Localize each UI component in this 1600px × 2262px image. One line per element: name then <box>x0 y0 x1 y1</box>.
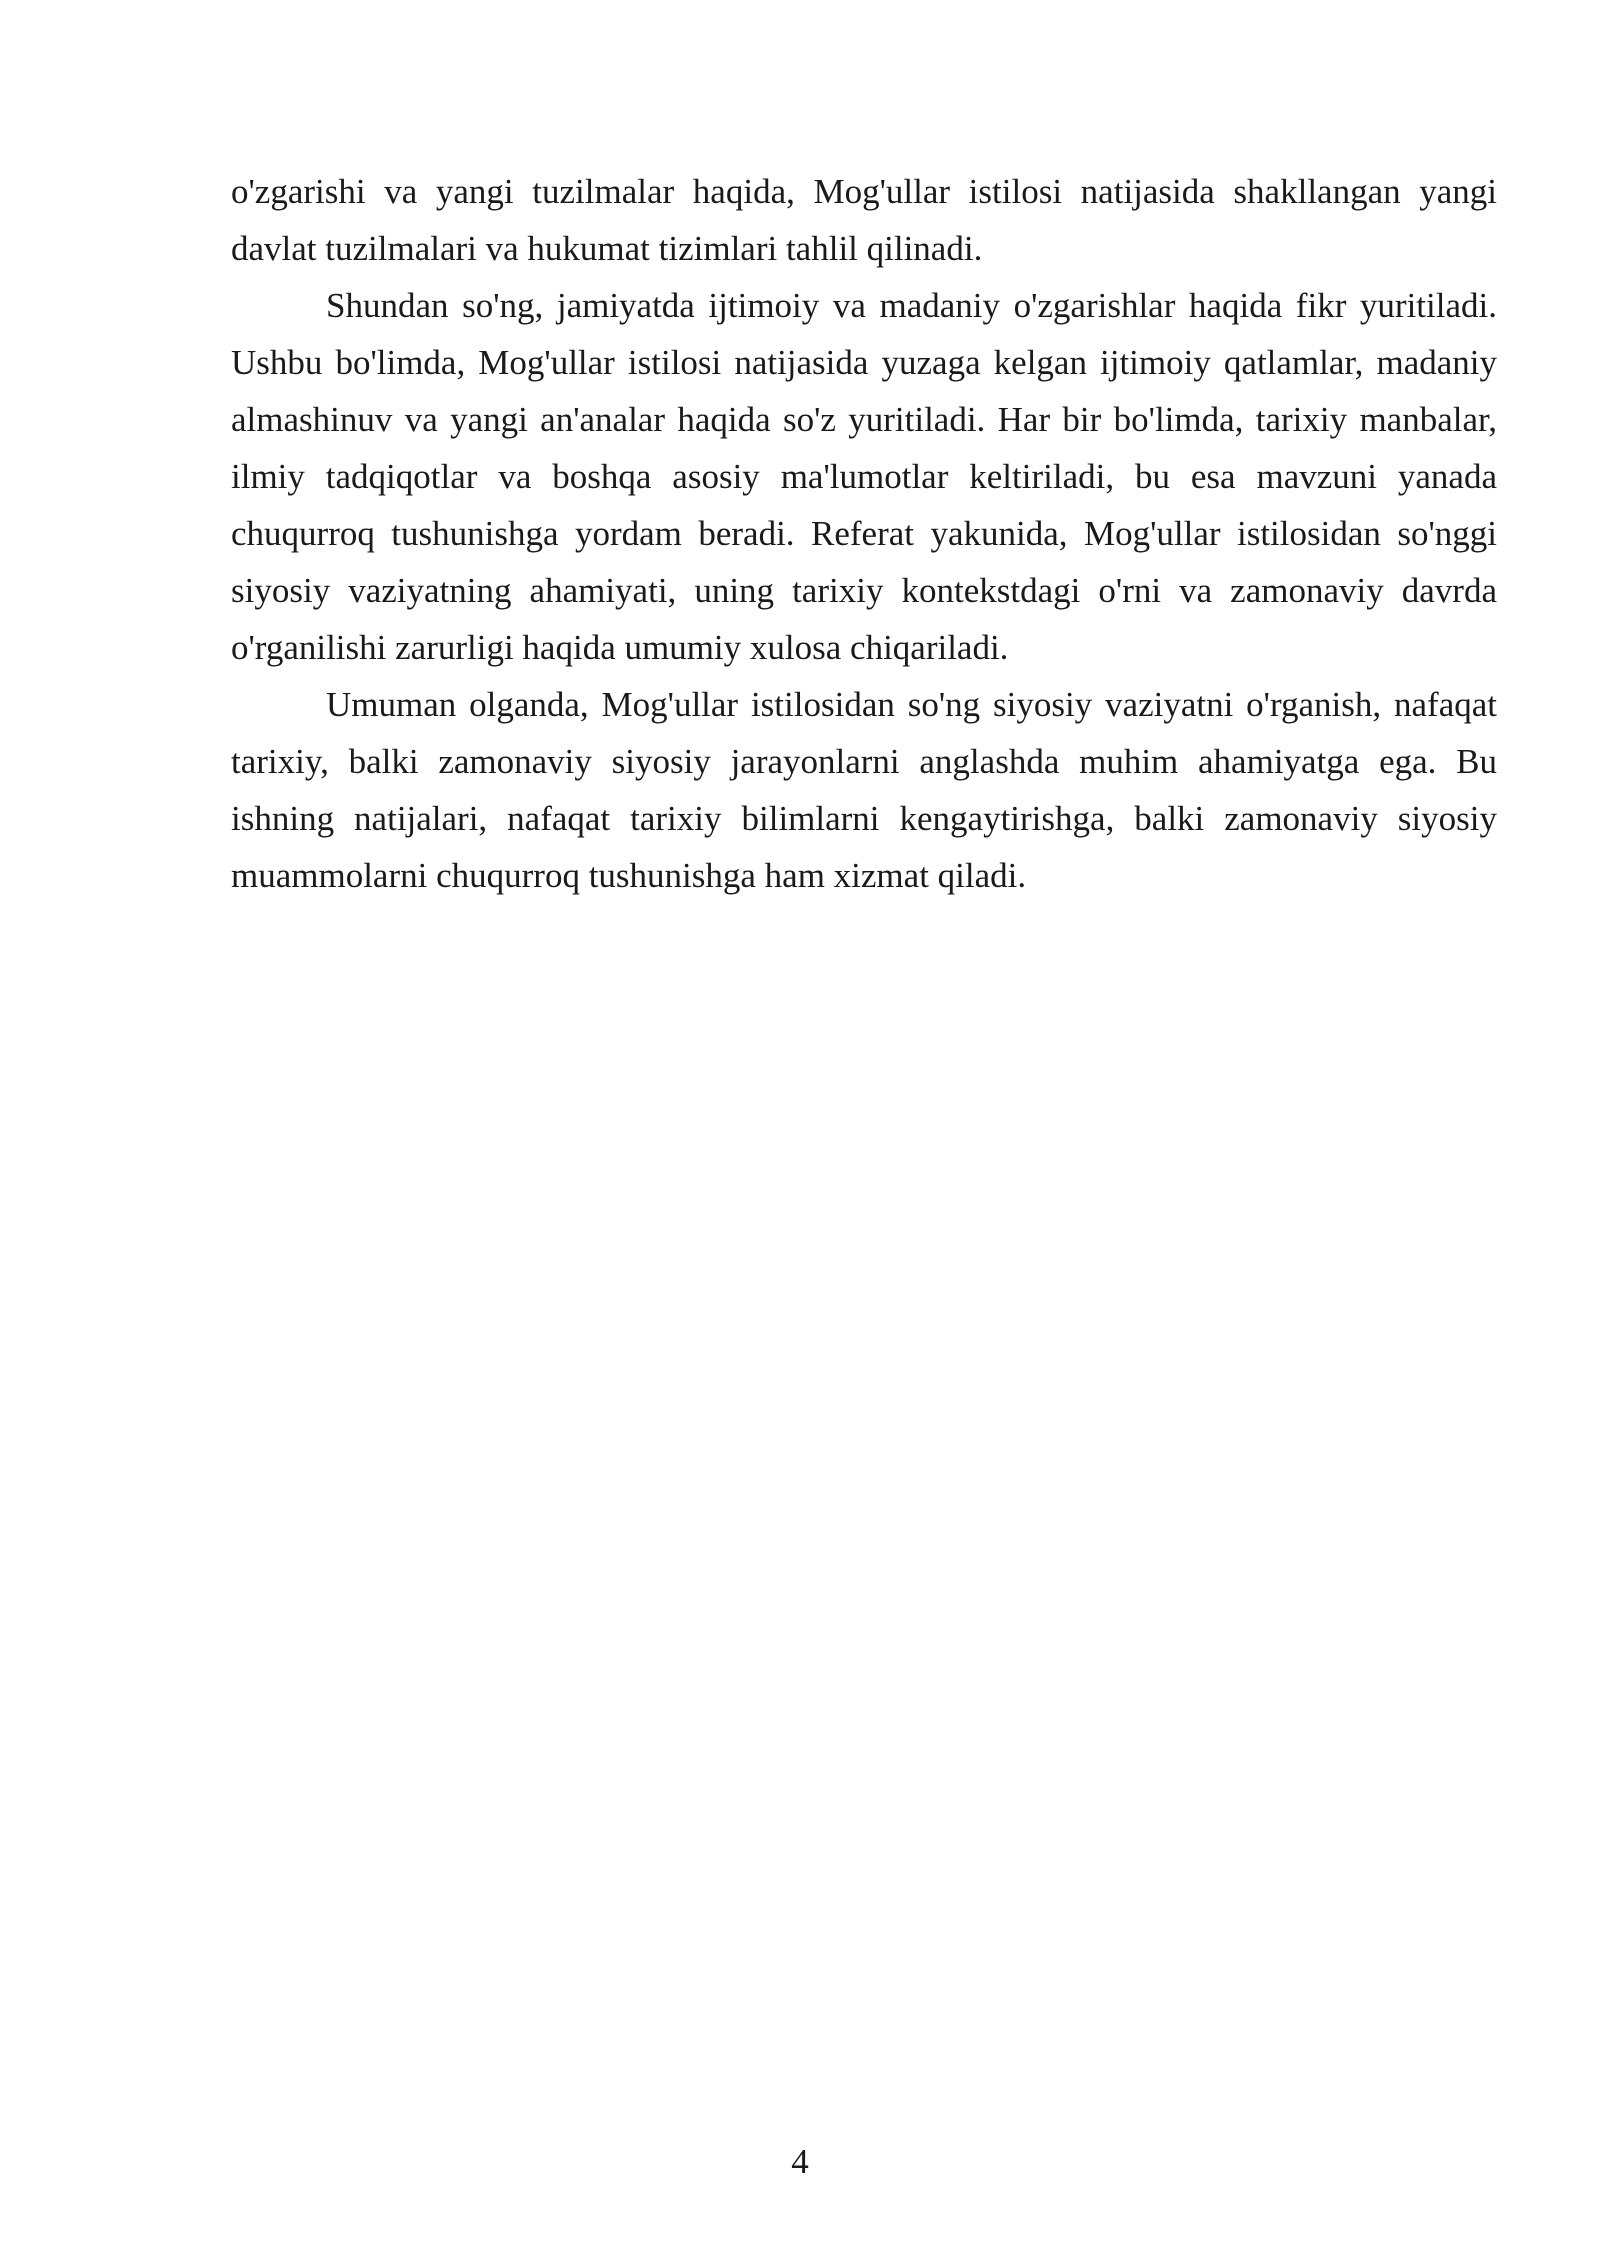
body-text <box>231 163 1497 904</box>
paragraph-social-cultural-changes: Shundan so'ng, jamiyatda ijtimoiy va madaniy o'zgarishlar haqida fikr yuritiladi. Ushbu bo'limda, Mog'ullar istilosi natijasida yuzaga kelgan ijtimoiy qatlamlar, madaniy almashinuv va yangi an'analar haqida so'z yuritiladi. Har bir bo'limda, tarixiy manbalar, ilmiy tadqiqotlar va boshqa asosiy ma'lumotlar keltiriladi, bu esa mavzuni yanada chuqurroq tushunishga yordam beradi. Referat yakunida, Mog'ullar istilosidan so'nggi siyosiy vaziyatning ahamiyati, uning tarixiy kontekstdagi o'rni va zamonaviy davrda o'rganilishi zarurligi haqida umumiy xulosa chiqariladi. <box>231 286 1497 667</box>
paragraph-continuation: o'zgarishi va yangi tuzilmalar haqida, Mog'ullar istilosi natijasida shakllangan yangi davlat tuzilmalari va hukumat tizimlari tahlil qilinadi. <box>231 172 1497 268</box>
paragraph-conclusion: Umuman olganda, Mog'ullar istilosidan so'ng siyosiy vaziyatni o'rganish, nafaqat tarixiy, balki zamonaviy siyosiy jarayonlarni anglashda muhim ahamiyatga ega. Bu ishning natijalari, nafaqat tarixiy bilimlarni kengaytirishga, balki zamonaviy siyosiy muammolarni chuqurroq tushunishga ham xizmat qiladi. <box>231 685 1497 895</box>
page-number: 4 <box>791 2142 809 2181</box>
